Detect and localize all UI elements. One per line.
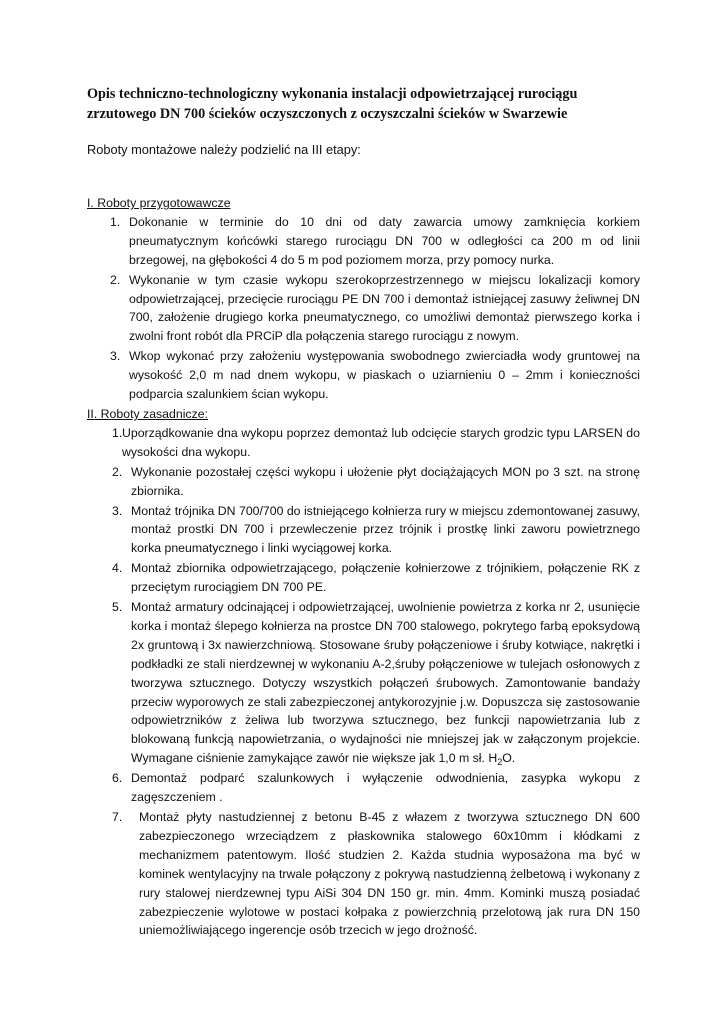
item-text: Dokonanie w terminie do 10 dni od daty zawarcia umowy zamknięcia korkiem pneumatycznym końcówki starego rurociągu DN 700 w odległości ca 200 m od linii brzegowej, na głębokości 4 do 5 m pod poziomem morza, przy pomocy nurka. bbox=[129, 214, 640, 267]
item-text: Wkop wykonać przy założeniu występowania swobodnego zwierciadła wody gruntowej na wysokość 2,0 m nad dnem wykopu, w piaskach o uziarnieniu 0 – 2mm i konieczności podparcia szalunkiem ścian wykopu. bbox=[129, 349, 640, 402]
list-item bbox=[87, 502, 640, 559]
item-number: 3. bbox=[112, 503, 123, 518]
item-number: 2. bbox=[112, 464, 123, 479]
item-number: 4. bbox=[112, 561, 123, 576]
item-number: 1. bbox=[110, 214, 121, 229]
item-number: 2. bbox=[110, 272, 121, 287]
section-heading: I. Roboty przygotowawcze bbox=[87, 196, 231, 210]
list-item bbox=[87, 808, 640, 940]
list-item bbox=[87, 271, 640, 347]
item-number: 7. bbox=[112, 810, 123, 824]
item-text: Wykonanie w tym czasie wykopu szerokoprzestrzennego w miejscu lokalizacji komory odpowietrzającej, przecięcie rurociągu PE DN 700 i demontaż istniejącej zasuwy żeliwnej DN 700, założenie drugiego korka pneumatycznego, co umożliwi demontaż pierwszego korka i zwolni front robót dla PRCiP dla połączenia starego rurociągu z nowym. bbox=[129, 272, 640, 344]
item-number: 5. bbox=[112, 600, 123, 615]
intro-paragraph: Roboty montażowe należy podzielić na III etapy: bbox=[87, 142, 361, 157]
list-item bbox=[87, 463, 640, 501]
item-text: Demontaż podparć szalunkowych i wyłączenie odwodnienia, zasypka wykopu z zagęszczeniem . bbox=[131, 771, 640, 805]
document-title: Opis techniczno-technologiczny wykonania instalacji odpowietrzającej rurociągu zrzutowego DN 700 ścieków oczyszczonych z oczyszczalni ścieków w Swarzewie bbox=[87, 86, 578, 122]
item-text: Uporządkowanie dna wykopu poprzez demontaż lub odcięcie starych grodzic typu LARSEN do wysokości dna wykopu. bbox=[122, 425, 640, 459]
main-works-list bbox=[87, 424, 640, 940]
section-heading: II. Roboty zasadnicze: bbox=[87, 406, 208, 421]
item-text: Montaż płyty nastudziennej z betonu B-45 z włazem z tworzywa sztucznego DN 600 zabezpieczonego wrzeciądzem z płaskownika stalowego 60x10mm i kłódkami z mechanizmem patentowym. Ilość studzien 2. Każda studnia wyposażona ma być w kominek wentylacyjny na trwale połączony z pokrywą nastudzienną żelbetową i wykonany z rury stalowej nierdzewnej typu AiSi 304 DN 150 gr. min. 4mm. Kominki muszą posiadać zabezpieczenie wylotowe w postaci kołpaka z powierzchnią przelotową jak rura DN 150 uniemożliwiającego ingerencje osób trzecich w jego drożność. bbox=[139, 810, 640, 938]
item-number: 3. bbox=[110, 349, 121, 364]
list-item bbox=[87, 213, 640, 270]
list-item bbox=[87, 347, 640, 404]
item-text bbox=[131, 598, 640, 768]
section-main-works bbox=[87, 405, 640, 940]
item-text-tail: O. bbox=[502, 751, 516, 766]
item-text: Wykonanie pozostałej części wykopu i ułożenie płyt dociążających MON po 3 szt. na stronę zbiornika. bbox=[131, 464, 640, 498]
document-body bbox=[87, 194, 640, 941]
section-preparatory-works bbox=[87, 194, 640, 404]
item-number: 1. bbox=[112, 425, 123, 440]
list-item bbox=[87, 598, 640, 768]
subscript-text: 2 bbox=[497, 757, 503, 768]
list-item bbox=[87, 559, 640, 597]
list-item bbox=[87, 424, 640, 462]
item-number: 6. bbox=[112, 771, 123, 786]
list-item bbox=[87, 769, 640, 807]
item-text: Montaż trójnika DN 700/700 do istniejącego kołnierza rury w miejscu zdemontowanej zasuwy, montaż prostki DN 700 i przewleczenie przez trójnik i prostkę linki zaworu powietrznego korka pneumatycznego i linki wyciągowej korka. bbox=[131, 503, 640, 556]
preparatory-works-list bbox=[87, 213, 640, 404]
item-text: Montaż zbiornika odpowietrzającego, połączenie kołnierzowe z trójnikiem, połączenie RK z przeciętym rurociągiem DN 700 PE. bbox=[131, 561, 640, 595]
item-text-main: Montaż armatury odcinającej i odpowietrzającej, uwolnienie powietrza z korka nr 2, usunięcie korka i montaż ślepego kołnierza na prostce DN 700 stalowego, pokrytego farbą epoksydową 2x gruntową i 3x nawierzchniową. Stosowane śruby połączeniowe i śruby kotwiące, nakrętki i podkładki ze stali nierdzewnej w wykonaniu A-2,śruby połączeniowe w tulejach osłonowych z tworzywa sztucznego. Dotyczy wszystkich połączeń śrubowych. Zamontowanie bandaży przeciw wyporowych ze stali zabezpieczonej antykorozyjnie j.w. Dopuszcza się zastosowanie odpowietrzników z żeliwa lub tworzywa sztucznego, bez funkcji napowietrzania lub z blokowaną funkcją napowietrzania, o wydajności nie mniejszej jak w załączonym projekcie. Wymagane ciśnienie zamykające zawór nie większe jak 1,0 m sł. H bbox=[131, 600, 640, 766]
